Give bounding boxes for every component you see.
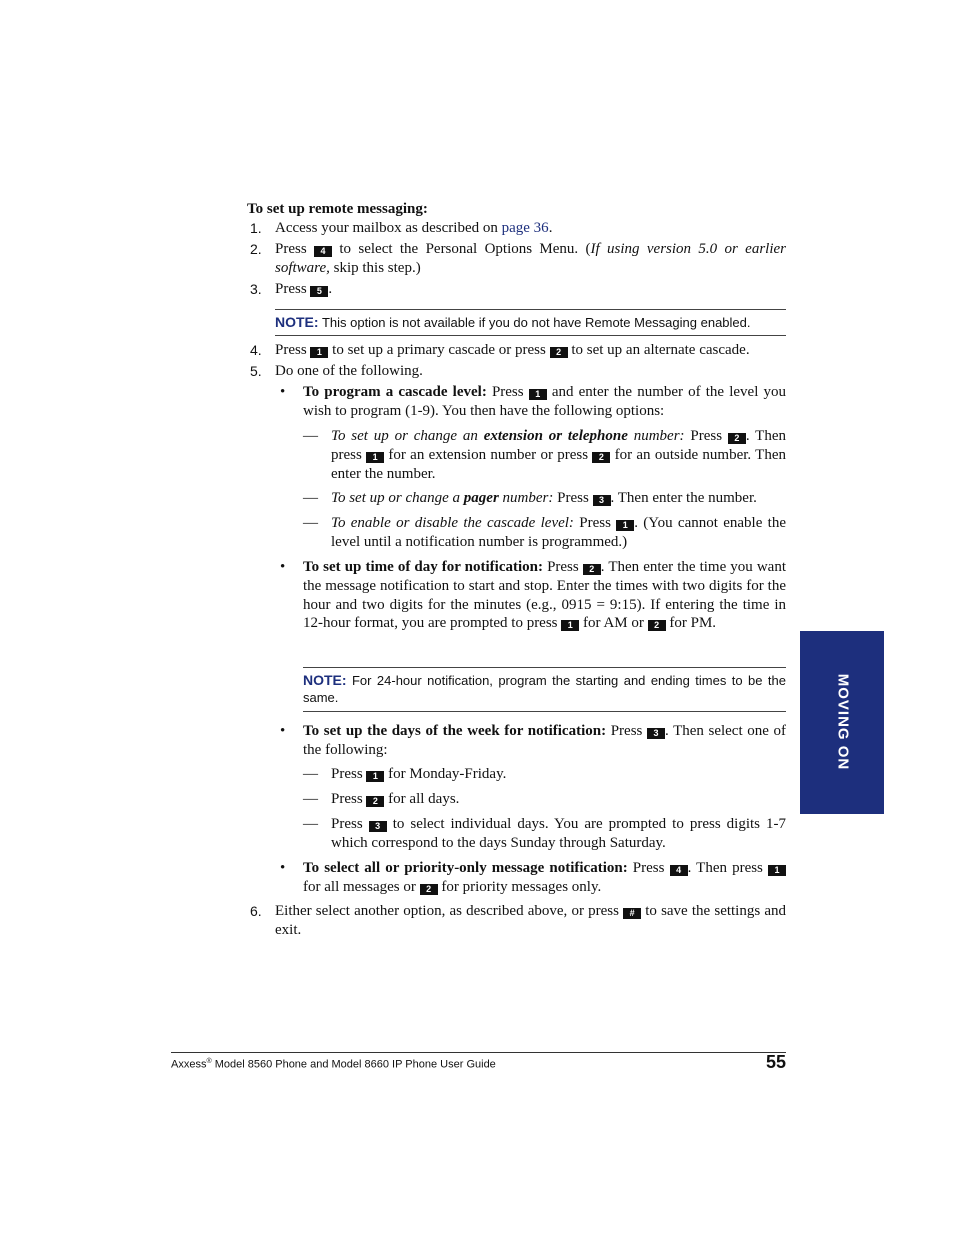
bullet-text: . Then press xyxy=(687,860,768,876)
key-4-icon: 4 xyxy=(314,246,332,257)
bullet-text: and enter the number of the level you wish to program (1-9). You then have the following options: xyxy=(303,384,786,419)
key-4-icon: 4 xyxy=(670,865,688,876)
key-3-icon: 3 xyxy=(369,821,387,832)
bullet-text: Press xyxy=(486,384,529,400)
option-italic: number: xyxy=(627,428,685,444)
step-text: Either select another option, as described above, or press xyxy=(275,903,624,919)
option-text: Press xyxy=(331,766,367,782)
key-2-icon: 2 xyxy=(366,796,384,807)
bullet-dot: • xyxy=(280,723,286,739)
step-text: to set up an alternate cascade. xyxy=(567,342,750,358)
step-number: 1. xyxy=(250,220,262,236)
bullet-text: Press xyxy=(543,559,583,575)
key-1-icon: 1 xyxy=(310,347,328,358)
option-italic: number: xyxy=(498,490,554,506)
option-text: . Then enter the number. xyxy=(610,490,757,506)
step-text: to save the settings and exit. xyxy=(275,903,786,938)
dash-mark: — xyxy=(303,816,318,832)
bullet-text: . Then select one of the following: xyxy=(303,723,786,758)
option-text: . Then press xyxy=(331,428,786,463)
option-text: Press xyxy=(573,515,617,531)
step-text: Press xyxy=(275,241,315,257)
note-box xyxy=(275,309,786,336)
note-label: NOTE: xyxy=(303,672,347,688)
step-text: . xyxy=(548,220,553,236)
footer-guide-title: Model 8560 Phone and Model 8660 IP Phone User Guide xyxy=(211,1058,496,1071)
chapter-side-tab xyxy=(800,631,884,814)
note-text: This option is not available if you do not have Remote Messaging enabled. xyxy=(318,315,751,330)
option-text: . (You cannot enable the level until a notification number is programmed.) xyxy=(331,515,786,550)
key-1-icon: 1 xyxy=(561,620,579,631)
key-3-icon: 3 xyxy=(593,495,611,506)
section-heading: To set up remote messaging: xyxy=(247,201,428,217)
option-italic: To set up or change a xyxy=(331,490,464,506)
key-2-icon: 2 xyxy=(648,620,666,631)
page-number: 55 xyxy=(765,1052,786,1072)
dash-mark: — xyxy=(303,428,318,444)
bullet-text: Press xyxy=(606,723,647,739)
option-bold: pager xyxy=(463,490,499,506)
key-2-icon: 2 xyxy=(728,433,746,444)
step-text: Access your mailbox as described on xyxy=(275,220,502,236)
option-text: to select individual days. You are prompted to press digits 1-7 which correspond to the days Sunday through Saturday. xyxy=(331,816,787,851)
key-1-icon: 1 xyxy=(529,389,547,400)
bullet-title: To select all or priority-only message notification: xyxy=(303,860,628,876)
page-link[interactable]: page 36 xyxy=(501,220,549,236)
option-text: for an extension number or press xyxy=(384,446,593,463)
step-text: to set up a primary cascade or press xyxy=(328,342,550,358)
key-3-icon: 3 xyxy=(647,728,665,739)
option-italic: To set up or change an xyxy=(331,428,484,444)
footer-reg-mark: ® xyxy=(206,1058,212,1065)
option-italic: To enable or disable the cascade level: xyxy=(331,515,574,531)
key-1-icon: 1 xyxy=(366,452,384,463)
bullet-text: for PM. xyxy=(665,615,717,632)
bullet-text: Press xyxy=(627,860,670,876)
footer-divider xyxy=(171,1052,786,1053)
key-hash-icon: # xyxy=(623,908,641,919)
option-text: Press xyxy=(331,791,367,807)
bullet-text: for AM or xyxy=(579,615,648,632)
step-text: Do one of the following. xyxy=(275,363,423,379)
option-bold: extension or telephone xyxy=(483,428,628,444)
footer-brand: Axxess xyxy=(171,1058,207,1071)
bullet-text: for priority messages only. xyxy=(437,878,602,895)
bullet-dot: • xyxy=(280,384,286,400)
dash-mark: — xyxy=(303,490,318,506)
bullet-title: To set up time of day for notification: xyxy=(303,559,544,575)
key-2-icon: 2 xyxy=(420,884,438,895)
note-box xyxy=(303,667,786,712)
chapter-side-tab-label: MOVING ON xyxy=(834,673,852,771)
step-text: Press xyxy=(275,281,311,297)
option-text: for an outside number. Then enter the number. xyxy=(331,446,787,482)
footer-title xyxy=(171,1055,496,1072)
option-text: Press xyxy=(553,490,593,506)
key-2-icon: 2 xyxy=(592,452,610,463)
dash-mark: — xyxy=(303,515,318,531)
step-text: skip this step.) xyxy=(329,259,421,276)
bullet-dot: • xyxy=(280,559,286,575)
step-text: . xyxy=(328,281,333,297)
step-text: to select the Personal Options Menu. ( xyxy=(332,241,591,257)
key-5-icon: 5 xyxy=(310,286,328,297)
key-1-icon: 1 xyxy=(616,520,634,531)
option-text: for all days. xyxy=(384,791,460,807)
key-2-icon: 2 xyxy=(550,347,568,358)
step-number: 3. xyxy=(250,281,262,297)
bullet-dot: • xyxy=(280,860,286,876)
step-number: 5. xyxy=(250,363,262,379)
step-italic: If using version 5.0 or earlier software, xyxy=(275,241,786,276)
bullet-title: To program a cascade level: xyxy=(303,384,487,400)
option-text: for Monday-Friday. xyxy=(384,766,507,782)
step-number: 2. xyxy=(250,241,262,257)
key-1-icon: 1 xyxy=(366,771,384,782)
option-text: Press xyxy=(331,816,369,832)
note-text: For 24-hour notification, program the starting and ending times to be the same. xyxy=(303,673,786,705)
dash-mark: — xyxy=(303,791,318,807)
bullet-title: To set up the days of the week for notification: xyxy=(303,723,607,739)
step-text: Press xyxy=(275,342,311,358)
note-label: NOTE: xyxy=(275,314,319,330)
option-text: Press xyxy=(684,428,728,444)
step-number: 6. xyxy=(250,903,262,919)
key-2-icon: 2 xyxy=(583,564,601,575)
key-1-icon: 1 xyxy=(768,865,786,876)
step-number: 4. xyxy=(250,342,262,358)
bullet-text: . Then enter the time you want the message notification to start and stop. Enter the times with two digits for the hour and two digits for the minutes (e.g., 0915 = 9:15). If entering the time in 12-hour format, you are prompted to press xyxy=(303,559,787,632)
bullet-text: for all messages or xyxy=(303,878,420,895)
dash-mark: — xyxy=(303,766,318,782)
